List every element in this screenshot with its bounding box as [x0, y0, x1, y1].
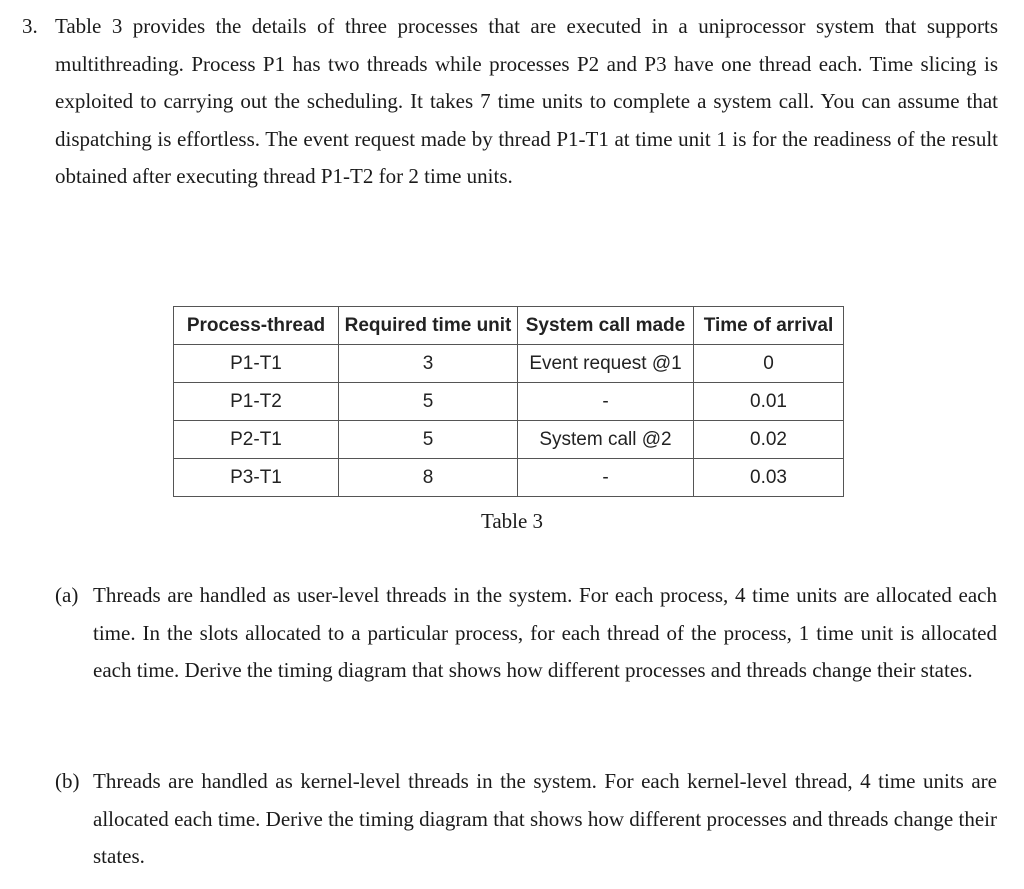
part-a-text: Threads are handled as user-level threads in the system. For each process, 4 time units are allocated each time. In the slots allocated to a particular process, for each thread of the process, 1 time unit is allocated each time. Derive the timing diagram that shows how different processes and threads change their states. — [93, 583, 997, 682]
cell-arrival-time: 0.02 — [694, 421, 844, 459]
part-a-label: (a) — [55, 583, 79, 607]
table-row — [174, 345, 844, 383]
cell-system-call: - — [518, 383, 694, 421]
table-row — [174, 383, 844, 421]
part-b-text: Threads are handled as kernel-level threads in the system. For each kernel-level thread, 4 time units are allocated each time. Derive the timing diagram that shows how different processes and threads change their states. — [93, 769, 997, 868]
cell-system-call: System call @2 — [518, 421, 694, 459]
cell-system-call: - — [518, 459, 694, 497]
part-b-label: (b) — [55, 769, 80, 793]
cell-required-time: 3 — [339, 345, 518, 383]
cell-arrival-time: 0.01 — [694, 383, 844, 421]
cell-required-time: 5 — [339, 421, 518, 459]
cell-arrival-time: 0.03 — [694, 459, 844, 497]
table-row — [174, 459, 844, 497]
question-number: 3. — [22, 14, 38, 38]
header-time-of-arrival: Time of arrival — [694, 307, 844, 345]
header-process-thread: Process-thread — [174, 307, 339, 345]
cell-process-thread: P1-T1 — [174, 345, 339, 383]
cell-required-time: 5 — [339, 383, 518, 421]
cell-process-thread: P2-T1 — [174, 421, 339, 459]
cell-required-time: 8 — [339, 459, 518, 497]
header-system-call-made: System call made — [518, 307, 694, 345]
cell-system-call: Event request @1 — [518, 345, 694, 383]
process-table-container — [173, 306, 844, 497]
cell-process-thread: P1-T2 — [174, 383, 339, 421]
cell-arrival-time: 0 — [694, 345, 844, 383]
process-table — [173, 306, 844, 497]
question-text: Table 3 provides the details of three processes that are executed in a uniprocessor system that supports multithreading. Process P1 has two threads while processes P2 and P3 have one thread each. Time slicing is exploited to carrying out the scheduling. It takes 7 time units to complete a system call. You can assume that dispatching is effortless. The event request made by thread P1-T1 at time unit 1 is for the readiness of the result obtained after executing thread P1-T2 for 2 time units. — [55, 14, 998, 188]
header-required-time-unit: Required time unit — [339, 307, 518, 345]
table-header-row — [174, 307, 844, 345]
table-row — [174, 421, 844, 459]
cell-process-thread: P3-T1 — [174, 459, 339, 497]
table-caption: Table 3 — [480, 509, 544, 533]
